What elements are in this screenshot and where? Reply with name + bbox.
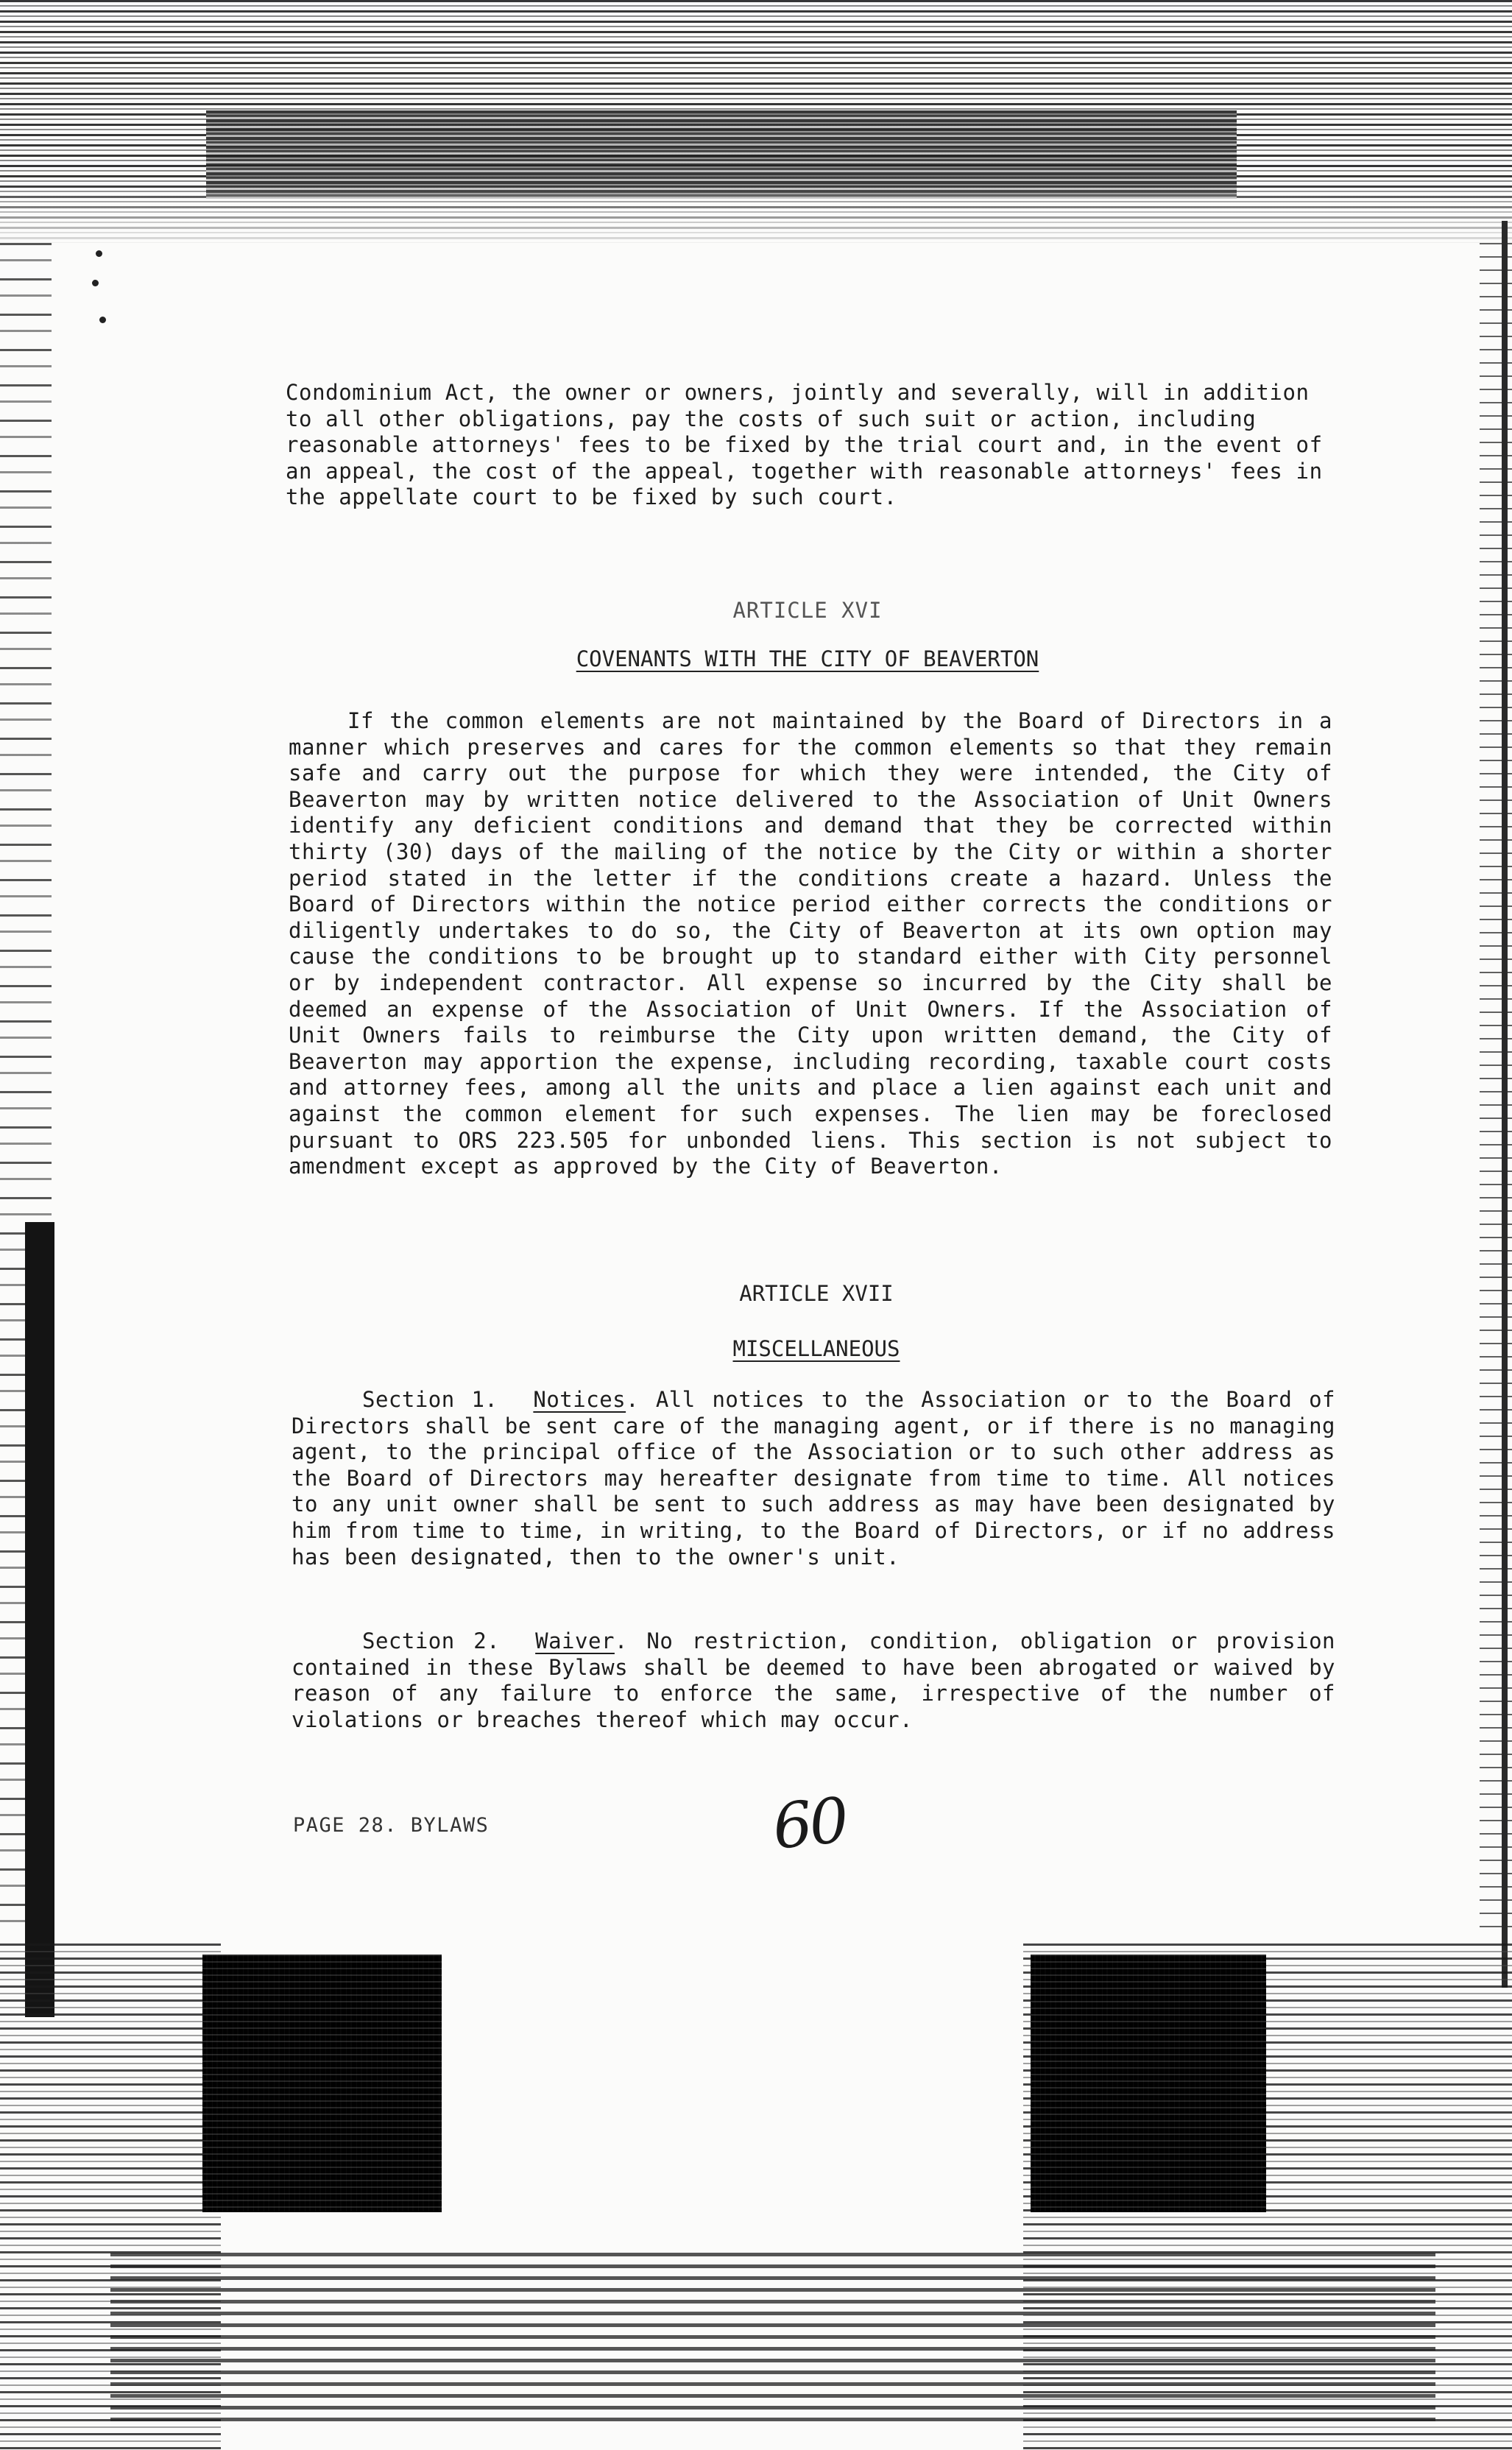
scan-dark-edge-right: [1502, 221, 1508, 1988]
section-1-text: . All notices to the Association or to the Board of Directors shall be sent care of the managing agent, or if there is no managing agent, to the principal office of the Association or to such other address as the Board of Directors may hereafter designate from time to time. All notices to any unit owner shall be sent to such address as may have been designated by him from time to time, in writing, to the Board of Directors, or if no address has been designated, then to the owner's unit.: [292, 1387, 1335, 1570]
handwritten-page-number: 60: [769, 1784, 849, 1863]
section-2-title: Waiver: [535, 1628, 615, 1653]
scan-noise-top-fade: [0, 184, 1512, 250]
article-16-heading: ARTICLE XVI: [732, 598, 883, 623]
section-2-waiver: [292, 1628, 1335, 1733]
scan-speck: [96, 250, 102, 257]
scan-speck: [92, 280, 99, 286]
section-2-text: . No restriction, condition, obligation or provision contained in these Bylaws shall be deemed to have been abrogated or waived by reason of any failure to enforce the same, irrespective of the number of violations or breaches thereof which may occur.: [292, 1628, 1335, 1732]
scan-noise-block-left: [202, 1955, 442, 2212]
section-1-title: Notices: [533, 1387, 626, 1412]
section-2-label: Section 2.: [362, 1628, 501, 1653]
article-17-title: MISCELLANEOUS: [732, 1336, 900, 1361]
scan-speck: [99, 317, 106, 323]
scan-dark-bar-left: [25, 1222, 54, 2017]
article-16-body-text: If the common elements are not maintained by the Board of Directors in a manner which preserves and cares for the common elements so that they remain safe and carry out the purpose for which they were intended, the City of Beaverton may by written notice delivered to the Association of Unit Owners identify any deficient conditions and demand that they be corrected within thirty (30) days of the mailing of the notice by the City or within a shorter period stated in the letter if the conditions create a hazard. Unless the Board of Directors within the notice period either corrects the conditions or diligently undertakes to do so, the City of Beaverton at its own option may cause the conditions to be brought up to standard either with City personnel or by independent contractor. All expense so incurred by the City shall be deemed an expense of the Association of Unit Owners. If the Association of Unit Owners fails to reimburse the City upon written demand, the City of Beaverton may apportion the expense, including recording, taxable court costs and attorney fees, among all the units and place a lien against each unit and against the common element for such expenses. The lien may be foreclosed pursuant to ORS 223.505 for unbonded liens. This section is not subject to amendment except as approved by the City of Beaverton.: [289, 708, 1332, 1179]
section-1-label: Section 1.: [362, 1387, 498, 1412]
scan-noise-block-right: [1031, 1955, 1266, 2212]
article-16-title: COVENANTS WITH THE CITY OF BEAVERTON: [576, 646, 1039, 671]
section-1-notices: [292, 1387, 1335, 1570]
intro-paragraph: Condominium Act, the owner or owners, jointly and severally, will in addition to all other obligations, pay the costs of such suit or action, including reasonable attorneys' fees to be fixed by the trial court and, in the event of an appeal, the cost of the appeal, together with reasonable attorneys' fees in the appellate court to be fixed by such court.: [286, 380, 1323, 510]
article-16-body: [289, 708, 1332, 1180]
article-17-heading: ARTICLE XVII: [739, 1281, 894, 1306]
scan-stripes-bottom: [110, 2253, 1435, 2429]
page-footer-label: PAGE 28. BYLAWS: [293, 1814, 490, 1837]
